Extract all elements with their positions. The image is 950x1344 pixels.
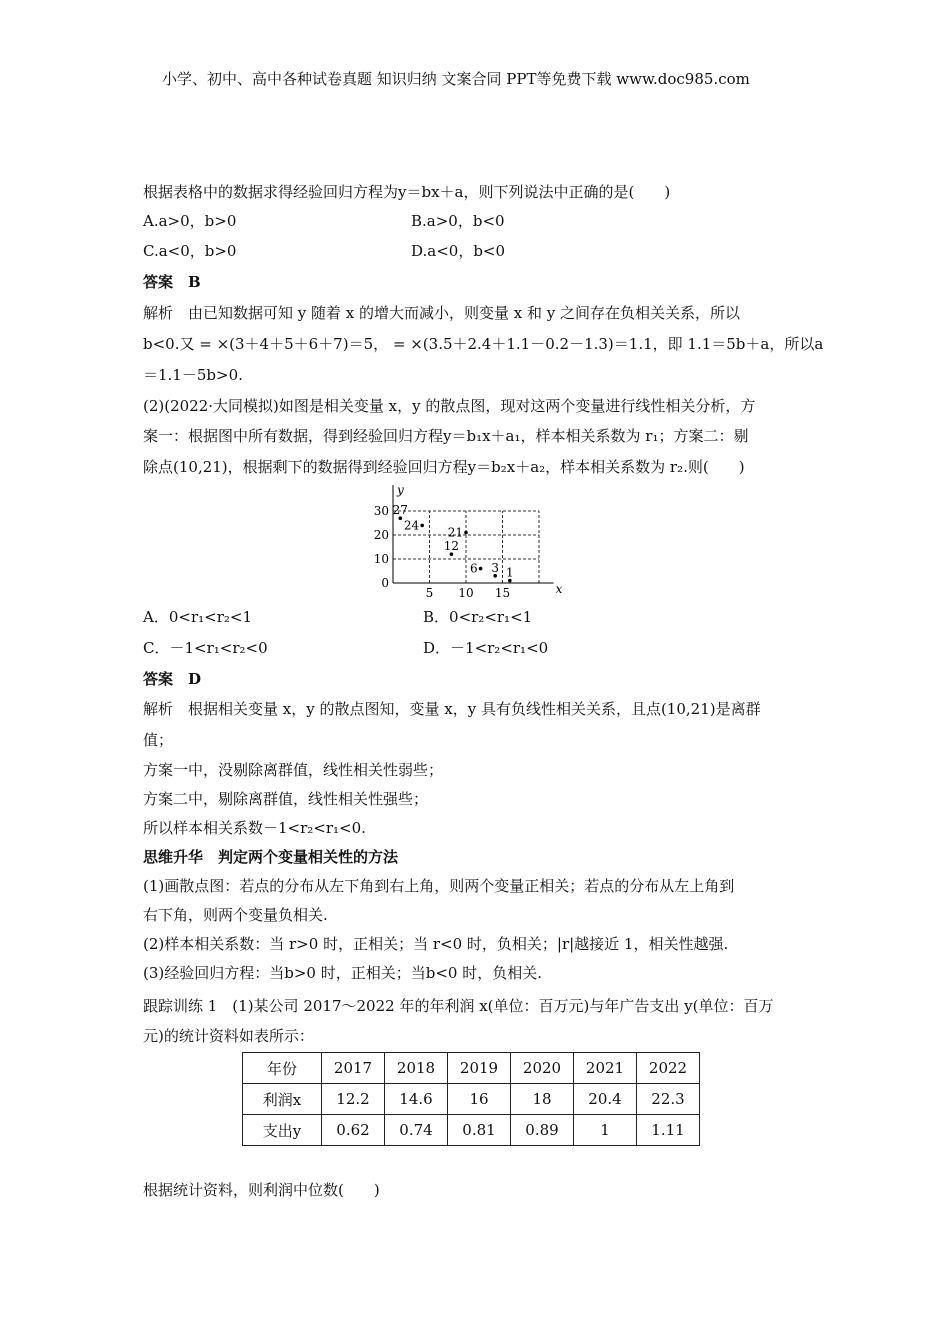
y-tick-label: 20 — [373, 528, 389, 542]
table-cell: 2017 — [322, 1053, 385, 1084]
scatter-plot — [370, 480, 570, 600]
x-tick-label: 10 — [458, 586, 474, 600]
point-label: 12 — [443, 539, 460, 554]
table-row — [243, 1115, 700, 1146]
text-line: 右下角，则两个变量负相关. — [143, 906, 328, 924]
table-cell: 20.4 — [574, 1084, 637, 1115]
table-cell: 2022 — [637, 1053, 700, 1084]
text-line: C．－1<r₁<r₂<0 — [143, 639, 268, 657]
text-line: 答案 D — [143, 670, 202, 688]
text-line: 案一：根据图中所有数据，得到经验回归方程y＝b₁x＋a₁，样本相关系数为 r₁；方案二：剔 — [143, 427, 749, 445]
point-label: 21 — [447, 525, 463, 540]
table-cell: 利润x — [243, 1084, 322, 1115]
y-axis-label: y — [397, 483, 404, 497]
table-cell: 1 — [574, 1115, 637, 1146]
text-line: 除点(10,21)，根据剩下的数据得到经验回归方程y＝b₂x＋a₂，样本相关系数为 r₂.则( ) — [143, 458, 745, 476]
text-line: C.a<0，b>0 — [143, 242, 237, 260]
text-line: 跟踪训练 1 (1)某公司 2017～2022 年的年利润 x(单位：百万元)与年广告支出 y(单位：百万 — [143, 997, 774, 1015]
text-line: 根据表格中的数据求得经验回归方程为y＝bx＋a，则下列说法中正确的是( ) — [143, 183, 671, 201]
text-line: 方案一中，没剔除离群值，线性相关性弱些； — [143, 761, 444, 779]
text-line: A．0<r₁<r₂<1 — [143, 608, 252, 626]
text-line: 值； — [143, 731, 174, 749]
data-point — [479, 567, 483, 571]
table-cell: 0.74 — [385, 1115, 448, 1146]
x-tick-label: 5 — [425, 586, 434, 600]
text-line: 元)的统计资料如表所示： — [143, 1027, 314, 1045]
text-line: 解析 根据相关变量 x，y 的散点图知，变量 x，y 具有负线性相关关系，且点(10,21)是离群 — [143, 700, 761, 718]
text-line: A.a>0，b>0 — [143, 212, 237, 230]
text-line: B．0<r₂<r₁<1 — [423, 608, 533, 626]
point-label: 24 — [403, 518, 420, 533]
data-point — [420, 524, 424, 528]
y-tick-label: 10 — [373, 552, 389, 566]
page-header: 小学、初中、高中各种试卷真题 知识归纳 文案合同 PPT等免费下载 www.doc985.com — [162, 70, 750, 88]
point-label: 6 — [469, 561, 478, 576]
table-cell: 18 — [511, 1084, 574, 1115]
table-cell: 22.3 — [637, 1084, 700, 1115]
table-row — [243, 1053, 700, 1084]
text-line: D.a<0，b<0 — [411, 242, 506, 260]
text-line: (1)画散点图：若点的分布从左下角到右上角，则两个变量正相关；若点的分布从左上角到 — [143, 877, 735, 895]
table-cell: 年份 — [243, 1053, 322, 1084]
text-line: 所以样本相关系数－1<r₂<r₁<0. — [143, 819, 366, 837]
text-line: ＝1.1－5b>0. — [143, 366, 243, 384]
table-cell: 2021 — [574, 1053, 637, 1084]
x-tick-label: 15 — [494, 586, 511, 600]
table-cell: 0.81 — [448, 1115, 511, 1146]
text-line: (2)样本相关系数：当 r>0 时，正相关；当 r<0 时，负相关；|r|越接近 1，相关性越强. — [143, 935, 729, 953]
point-label: 1 — [505, 565, 514, 580]
table-cell: 14.6 — [385, 1084, 448, 1115]
text-line: B.a>0，b<0 — [411, 212, 505, 230]
y-tick-label: 30 — [373, 504, 389, 518]
text-line: (3)经验回归方程：当b>0 时，正相关；当b<0 时，负相关. — [143, 964, 542, 982]
table-row — [243, 1084, 700, 1115]
data-table — [242, 1052, 700, 1146]
text-line: D．－1<r₂<r₁<0 — [423, 639, 549, 657]
point-label: 3 — [491, 560, 500, 575]
table-cell: 1.11 — [637, 1115, 700, 1146]
y-tick-label: 0 — [381, 576, 389, 590]
text-line: 答案 B — [143, 273, 201, 291]
table-cell: 2019 — [448, 1053, 511, 1084]
table-cell: 2020 — [511, 1053, 574, 1084]
table-cell: 0.62 — [322, 1115, 385, 1146]
x-axis-label: x — [555, 582, 563, 596]
text-line: 根据统计资料，则利润中位数( ) — [143, 1181, 380, 1199]
text-line: 解析 由已知数据可知 y 随着 x 的增大而减小，则变量 x 和 y 之间存在负相关关系，所以 — [143, 304, 741, 322]
table-cell: 12.2 — [322, 1084, 385, 1115]
data-point — [464, 531, 468, 535]
table-cell: 支出y — [243, 1115, 322, 1146]
text-line: b<0.又 = ×(3＋4＋5＋6＋7)＝5， = ×(3.5＋2.4＋1.1－0.2－1.3)＝1.1，即 1.1＝5b＋a，所以a — [143, 335, 824, 353]
text-line: 思维升华 判定两个变量相关性的方法 — [143, 848, 399, 866]
text-line: (2)(2022·大同模拟)如图是相关变量 x，y 的散点图，现对这两个变量进行线性相关分析，方 — [143, 397, 756, 415]
text-line: 方案二中，剔除离群值，线性相关性强些； — [143, 790, 429, 808]
point-label: 27 — [392, 503, 408, 518]
table-cell: 0.89 — [511, 1115, 574, 1146]
table-cell: 2018 — [385, 1053, 448, 1084]
table-cell: 16 — [448, 1084, 511, 1115]
